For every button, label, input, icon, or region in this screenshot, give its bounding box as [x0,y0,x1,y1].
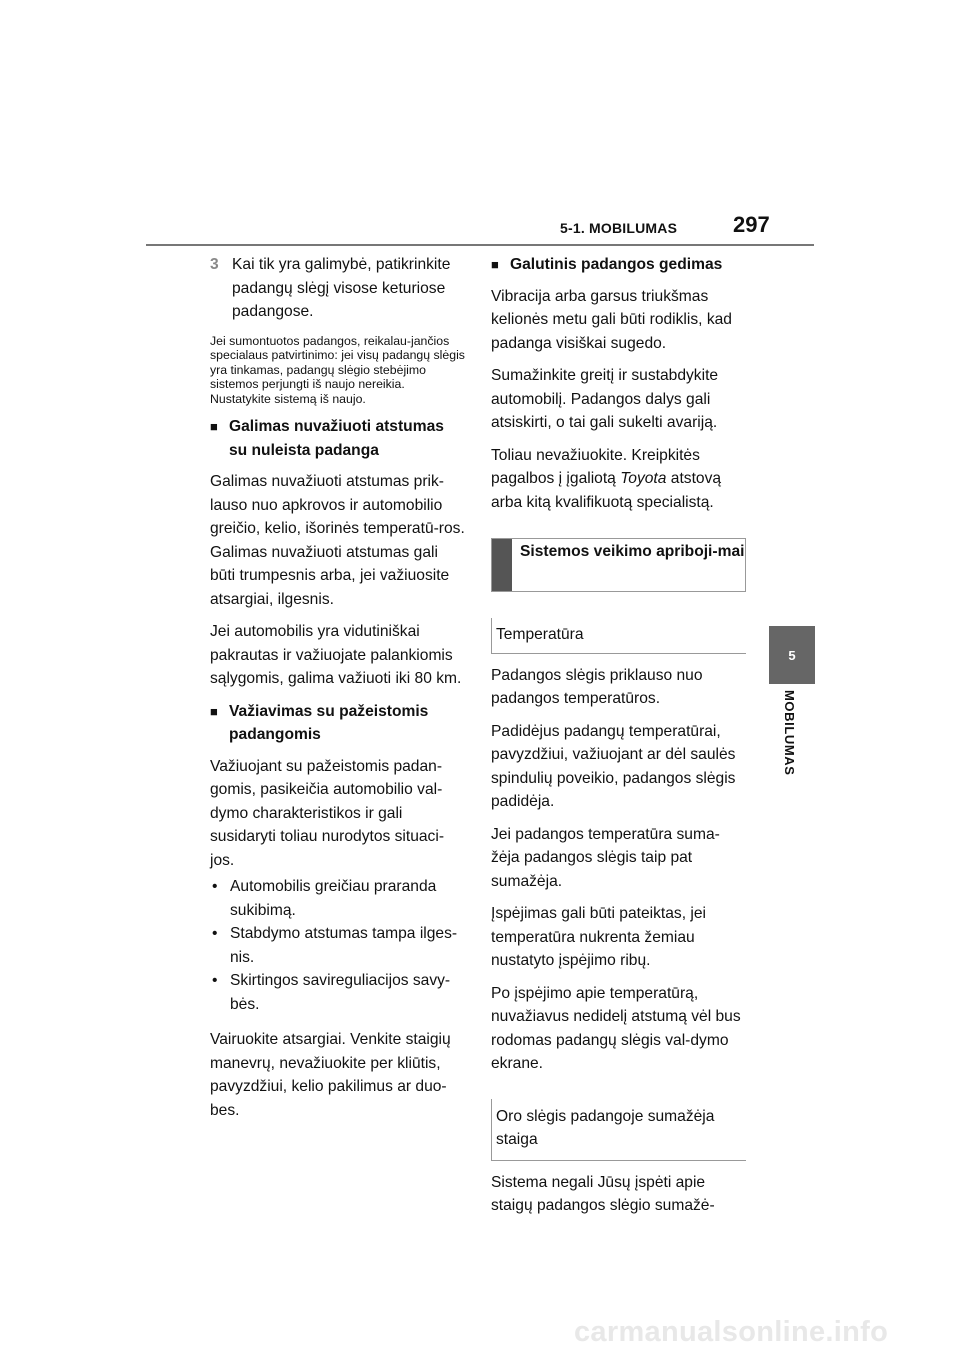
paragraph: Sumažinkite greitį ir sustabdykite automobilį. Padangos dalys gali atsiskirti, o tai gali sukelti avariją. [491,367,719,431]
left-column [210,253,465,1131]
bullet-list [210,875,465,1016]
square-bullet-icon: ■ [491,257,499,272]
heading-total-tire-failure [491,253,746,277]
paragraph: Galimas nuvažiuoti atstumas prik-lauso nuo apkrovos ir automobilio greičio, kelio, išorinės temperatū-ros. Galimas nuvažiuoti atstumas gali būti trumpesnis arba, jei važiuosite atsargiai, ilgesnis. [210,473,465,608]
paragraph: Įspėjimas gali būti pateiktas, jei temperatūra nukrenta žemiau nustatyto įspėjimo ribų. [491,905,706,969]
paragraph: Toliau nevažiuokite. Kreipkitės pagalbos į įgaliotą Toyota atstovą arba kitą kvalifikuotą specialistą. [491,446,722,511]
section-label: 5-1. MOBILUMAS [560,220,678,236]
bullet-dot-icon: • [212,878,218,896]
paragraph: Jei padangos temperatūra suma-žėja padangos slėgis taip pat sumažėja. [491,825,720,890]
subheading-temperature: Temperatūra [491,618,746,654]
bullet-dot-icon: • [212,972,218,990]
square-bullet-icon: ■ [210,703,218,719]
step-3 [210,253,465,324]
paragraph: Po įspėjimo apie temperatūrą, nuvažiavus nedidelį atstumą vėl bus rodomas padangų slėgis val-dymo ekrane. [491,984,741,1072]
heading-flat-tire-range [210,415,465,462]
paragraph: Padidėjus padangų temperatūrai, pavyzdžiui, važiuojant ar dėl saulės spindulių poveikio, padangos slėgis padidėja. [491,722,736,810]
list-item: • Stabdymo atstumas tampa ilges-nis. [210,922,465,969]
subheading-sudden-pressure-drop: Oro slėgis padangoje sumažėja staiga [491,1099,746,1161]
bullet-dot-icon: • [212,925,218,943]
heading-text: Galimas nuvažiuoti atstumas su nuleista padanga [229,418,444,459]
heading-text: Važiavimas su pažeistomis padangomis [229,702,429,744]
right-column [491,253,746,1227]
box-accent-bar [492,539,512,591]
step-text: Kai tik yra galimybė, patikrinkite padangų slėgį visose keturiose padangose. [232,256,451,320]
heading-damaged-tires [210,700,465,747]
header-divider [146,244,814,246]
page-number: 297 [733,212,770,237]
list-item: • Skirtingos savireguliacijos savy-bės. [210,969,465,1016]
chapter-number: 5 [788,647,796,663]
step-number: 3 [210,256,219,273]
paragraph: Sistema negali Jūsų įspėti apie staigų padangos slėgio sumažė- [491,1173,715,1214]
brand-name: Toyota [620,470,667,487]
paragraph: Padangos slėgis priklauso nuo padangos temperatūros. [491,666,703,707]
limitations-box [491,538,746,592]
watermark: carmanualsonline.info [574,1316,889,1348]
list-item: • Automobilis greičiau praranda sukibimą. [210,875,465,922]
chapter-tab [769,626,815,684]
chapter-tab-label: MOBILUMAS [782,690,797,776]
paragraph: Vairuokite atsargiai. Venkite staigių manevrų, nevažiuokite per kliūtis, pavyzdžiui, kelio pakilimus ar duo-bes. [210,1031,451,1119]
paragraph: Vibracija arba garsus triukšmas kelionės metu gali būti rodiklis, kad padanga visiškai sugedo. [491,287,732,352]
paragraph: Važiuojant su pažeistomis padan-gomis, pasikeičia automobilio val-dymo charakteristikos ir gali susidaryti toliau nurodytos situaci-jos. [210,757,445,869]
heading-text: Galutinis padangos gedimas [510,256,723,273]
box-title: Sistemos veikimo apriboji-mai [520,543,745,560]
square-bullet-icon: ■ [210,419,218,435]
paragraph: Jei automobilis yra vidutiniškai pakrautas ir važiuojate palankiomis sąlygomis, galima važiuoti iki 80 km. [210,623,462,688]
note-text: Jei sumontuotos padangos, reikalau-jančios specialaus patvirtinimo: jei visų padangų slėgis yra tinkamas, padangų slėgio stebėjimo sistemos perjungti iš naujo nereikia. Nustatykite sistemą iš naujo. [210,333,465,406]
